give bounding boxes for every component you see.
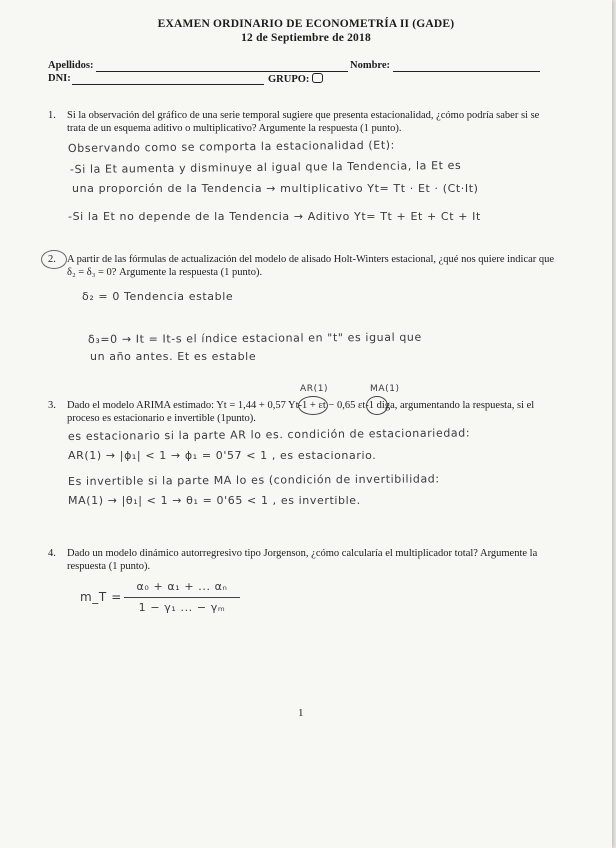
question-1-text-line1: Si la observación del gráfico de una serie temporal sugiere que presenta estacionalidad, ¿cómo podría saber si se — [67, 110, 540, 121]
question-3-text-line1: Dado el modelo ARIMA estimado: Yt = 1,44 + 0,57 Yt-1 + εt − 0,65 εt-1 diga, argumentando la respuesta, si el — [67, 400, 535, 411]
answer-3-line2: AR(1) → |ϕ₁| < 1 → ϕ₁ = 0'57 < 1 , es estacionario. — [68, 449, 377, 462]
answer-4-fraction-bar — [124, 597, 240, 598]
question-3-number: 3. — [48, 400, 56, 411]
answer-2-line3: un año antes. Et es estable — [90, 350, 257, 363]
answer-1-line1: Observando como se comporta la estacionalidad (Et): — [67, 138, 396, 155]
question-1-text-line2: trata de un esquema aditivo o multiplicativo? Argumente la respuesta (1 punto). — [67, 123, 402, 134]
exam-date: 12 de Septiembre de 2018 — [241, 32, 371, 44]
annotation-ar1: AR(1) — [300, 384, 329, 394]
question-4-number: 4. — [48, 548, 56, 559]
question-2-number: 2. — [48, 254, 56, 265]
apellidos-label: Apellidos: — [48, 60, 94, 71]
dni-label: DNI: — [48, 73, 71, 84]
question-4 — [48, 547, 588, 575]
answer-4-lhs: m_T = — [80, 590, 122, 604]
answer-4-numerator: α₀ + α₁ + ... αₙ — [136, 580, 228, 593]
answer-3-line3: Es invertible si la parte MA lo es (condición de invertibilidad: — [67, 472, 440, 488]
question-3-text-line2: proceso es estacionario e invertible (1punto). — [67, 413, 256, 424]
answer-2-line1: δ₂ = 0 Tendencia estable — [82, 290, 234, 303]
question-4-text-line1: Dado un modelo dinámico autorregresivo tipo Jorgenson, ¿cómo calcularía el multiplicador total? Argumente la — [67, 548, 538, 559]
et1-circle-mark — [366, 396, 388, 415]
grupo-label: GRUPO: — [268, 73, 323, 85]
question-4-text-line2: respuesta (1 punto). — [67, 561, 151, 572]
question-2 — [48, 253, 568, 281]
dni-field[interactable] — [72, 84, 264, 85]
answer-1-line3: una proporción de la Tendencia → multiplicativo Yt= Tt · Et · (Ct·It) — [72, 182, 479, 195]
annotation-ma1: MA(1) — [370, 384, 400, 394]
answer-1-line4: -Si la Et no depende de la Tendencia → Aditivo Yt= Tt + Et + Ct + It — [68, 210, 481, 223]
exam-title: EXAMEN ORDINARIO DE ECONOMETRÍA II (GADE) — [157, 18, 455, 30]
nombre-field[interactable] — [393, 71, 540, 72]
nombre-label: Nombre: — [350, 60, 391, 71]
apellidos-field[interactable] — [96, 71, 348, 72]
question-2-circle-mark — [41, 250, 67, 269]
answer-3-line1: es estacionario si la parte AR lo es. condición de estacionariedad: — [67, 426, 471, 443]
answer-4-denominator: 1 − γ₁ ... − γₘ — [138, 601, 226, 614]
answer-2-line2: δ₃=0 → It = It-s el índice estacional en "t" es igual que — [87, 330, 422, 346]
question-1-number: 1. — [48, 110, 56, 121]
page-number: 1 — [298, 707, 304, 719]
answer-3-line4: MA(1) → |θ₁| < 1 → θ₁ = 0'65 < 1 , es invertible. — [68, 494, 361, 507]
question-1 — [48, 109, 568, 137]
yt1-circle-mark — [298, 396, 328, 415]
answer-1-line2: -Si la Et aumenta y disminuye al igual que la Tendencia, la Et es — [69, 158, 462, 176]
question-2-text-line2: δ₂ = δ₃ = 0? Argumente la respuesta (1 punto). — [67, 267, 263, 278]
grupo-checkbox[interactable] — [312, 73, 323, 83]
question-2-text-line1: A partir de las fórmulas de actualización del modelo de alisado Holt-Winters estacional, ¿qué nos quiere indicar que — [67, 254, 555, 265]
